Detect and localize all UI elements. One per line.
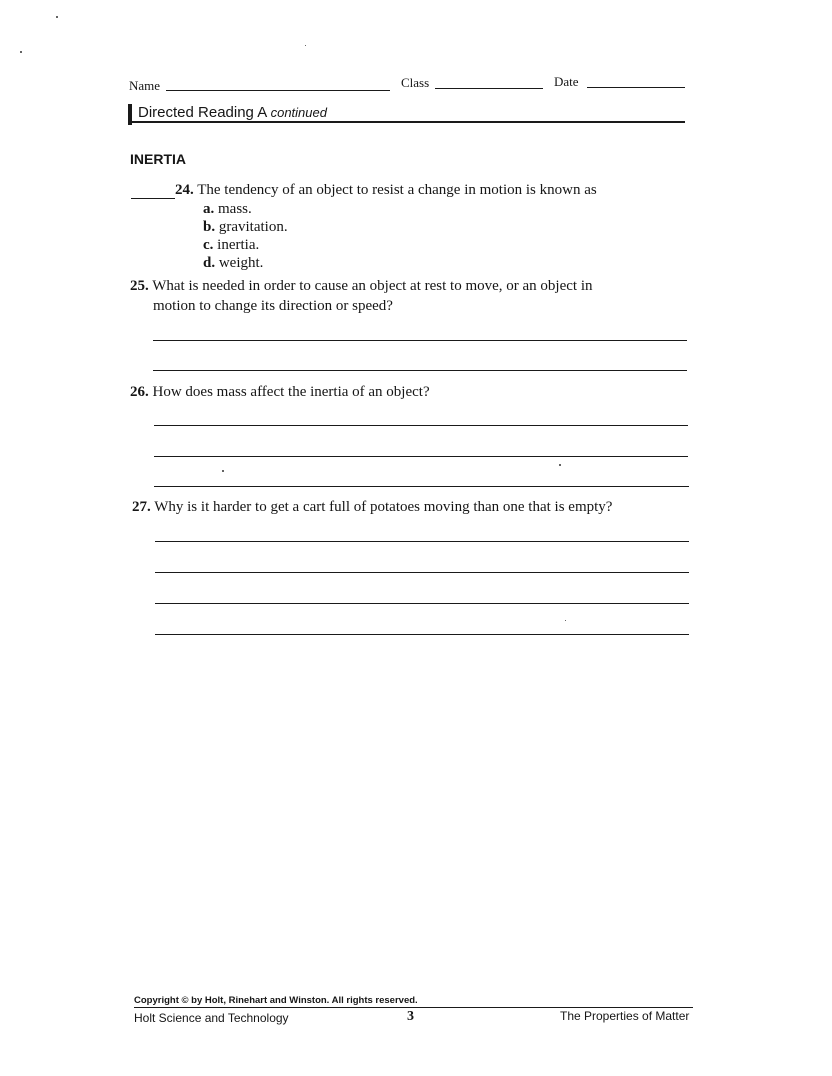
q27-text: Why is it harder to get a cart full of potatoes moving than one that is empty? xyxy=(154,499,613,515)
q25-line2: motion to change its direction or speed? xyxy=(153,298,393,314)
footer-chapter: The Properties of Matter xyxy=(560,1009,690,1023)
footer-publisher: Holt Science and Technology xyxy=(134,1011,289,1025)
q25-prompt xyxy=(130,277,593,296)
q26-text: How does mass affect the inertia of an object? xyxy=(152,384,430,400)
q25-answer-line[interactable] xyxy=(153,340,687,341)
q25-answer-line[interactable] xyxy=(153,370,687,371)
name-field[interactable] xyxy=(166,90,390,91)
section-title xyxy=(138,104,327,121)
q24-choices xyxy=(203,200,288,272)
q26-number: 26. xyxy=(130,384,149,400)
q25-line1: What is needed in order to cause an object at rest to move, or an object in xyxy=(152,278,593,294)
date-field[interactable] xyxy=(587,87,685,88)
q24-text: The tendency of an object to resist a change in motion is known as xyxy=(197,182,597,198)
q27-prompt xyxy=(132,498,612,517)
class-label: Class xyxy=(401,75,430,90)
scan-speck xyxy=(222,470,224,472)
class-field[interactable] xyxy=(435,88,543,89)
q24-answer-blank[interactable] xyxy=(131,198,175,199)
date-label: Date xyxy=(554,74,579,89)
q26-answer-line[interactable] xyxy=(154,425,688,426)
section-heading: INERTIA xyxy=(130,151,186,167)
q24-prompt xyxy=(175,181,597,200)
q24-choice-d[interactable]: d. weight. xyxy=(203,255,264,271)
scan-speck xyxy=(56,16,58,18)
q24-choice-b[interactable]: b. gravitation. xyxy=(203,219,288,235)
footer-rule xyxy=(134,1007,693,1008)
q27-answer-line[interactable] xyxy=(155,541,689,542)
q27-number: 27. xyxy=(132,499,151,515)
scan-speck xyxy=(565,620,566,621)
scan-speck xyxy=(559,464,561,466)
q26-prompt xyxy=(130,383,430,402)
q24-choice-c[interactable]: c. inertia. xyxy=(203,237,260,253)
name-label: Name xyxy=(129,78,161,93)
q24-choice-a[interactable]: a. mass. xyxy=(203,201,252,217)
section-title-rule xyxy=(128,121,685,123)
section-title-text: Directed Reading A xyxy=(138,104,267,121)
q27-answer-line[interactable] xyxy=(155,603,689,604)
section-title-suffix: continued xyxy=(270,105,327,120)
footer-page-number: 3 xyxy=(407,1009,414,1024)
footer-copyright: Copyright © by Holt, Rinehart and Winston. All rights reserved. xyxy=(134,995,418,1006)
scan-speck xyxy=(305,45,306,46)
q26-answer-line[interactable] xyxy=(154,486,689,487)
scan-speck xyxy=(20,51,22,53)
q24-number: 24. xyxy=(175,182,194,198)
q27-answer-line[interactable] xyxy=(155,572,689,573)
q25-number: 25. xyxy=(130,278,149,294)
q26-answer-line[interactable] xyxy=(154,456,688,457)
q27-answer-line[interactable] xyxy=(155,634,689,635)
